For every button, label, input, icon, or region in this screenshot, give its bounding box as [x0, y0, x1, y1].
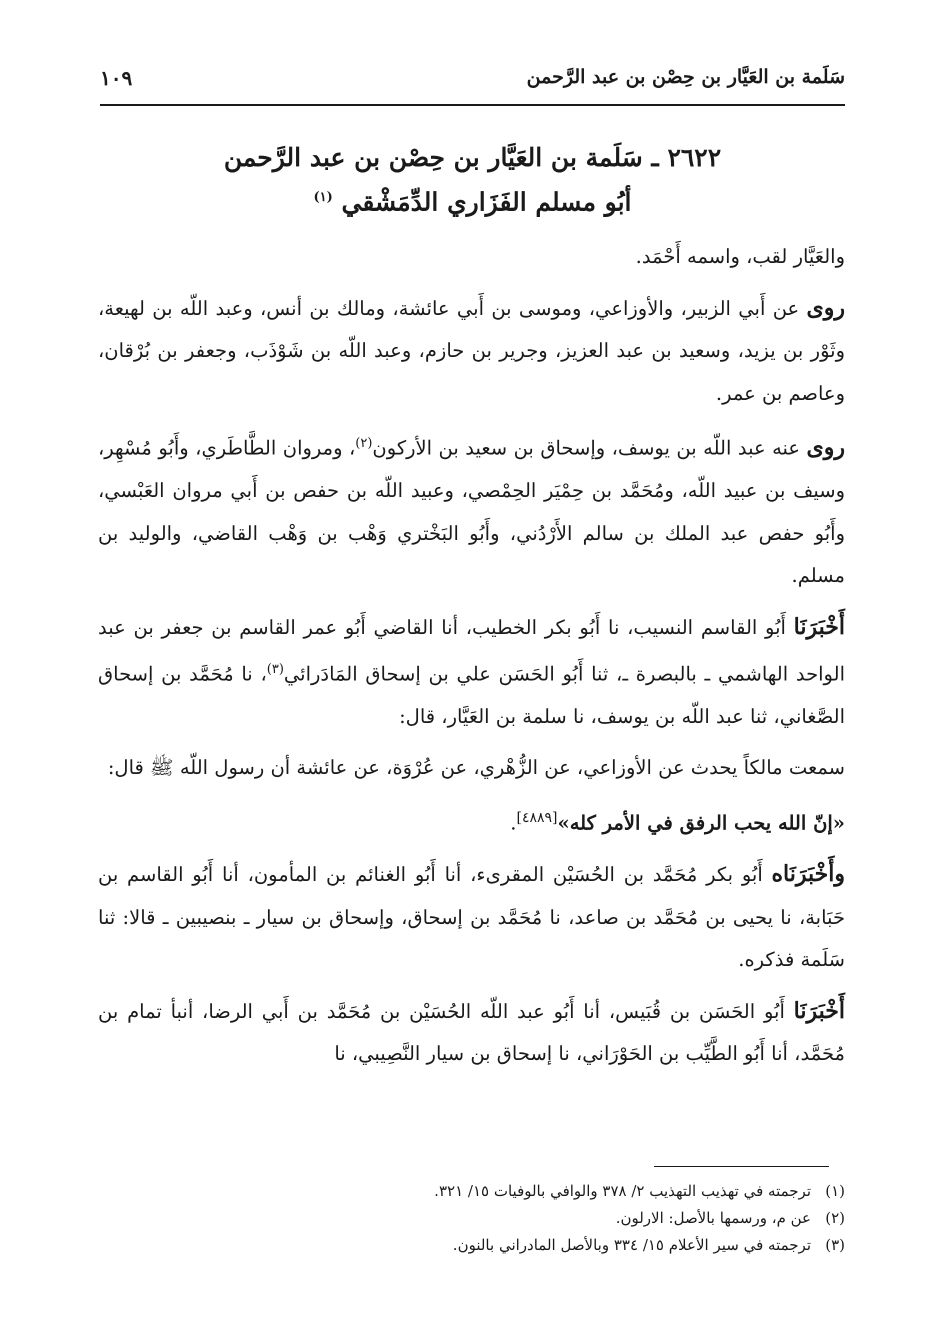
paragraph-3	[98, 423, 845, 598]
footnote-2	[98, 1205, 845, 1232]
paragraph-3-text-a: عنه عبد اللّه بن يوسف، وإسحاق بن سعيد بن الأركون	[372, 436, 807, 460]
footnote-rule	[654, 1166, 829, 1167]
keyword-rawa-anhu: روى	[806, 434, 845, 461]
paragraph-4-text-a: أَبُو القاسم النسيب، نا أَبُو بكر الخطيب، أنا القاضي أَبُو عمر القاسم بن جعفر بن عبد الواحد الهاشمي ـ بالبصرة ـ، ثنا أَبُو الحَسَن علي بن إسحاق المَادَرائي	[98, 615, 845, 686]
paragraph-1: والعَيَّار لقب، واسمه أَحْمَد.	[635, 245, 845, 268]
entry-heading	[100, 138, 845, 222]
footnote-3	[98, 1232, 845, 1259]
paragraph-7	[98, 853, 845, 982]
paragraph-8-text: أَبُو الحَسَن بن قُبَيس، أنا أَبُو عبد اللّه الحُسَيْن بن مُحَمَّد بن أَبي الرضا، أنبأ تمام بن مُحَمَّد، أنا أَبُو الطَّيِّب بن الحَوْرَاني، نا إسحاق بن سيار النَّصِيبي، نا	[98, 999, 845, 1065]
keyword-wa-akhbaranahu: وأَخْبَرَنَاه	[771, 861, 845, 887]
paragraph-7-text: أَبُو بكر مُحَمَّد بن الحُسَيْن المقرىء، أنا أَبُو الغنائم بن المأمون، أنا أَبُو القاسم بن حَبَابة، نا يحيى بن مُحَمَّد بن صاعد، نا مُحَمَّد بن إسحاق، وإسحاق بن سيار ـ بنصيبين ـ قالا: ثنا سَلَمة فذكره.	[98, 863, 845, 971]
paragraph-2	[98, 287, 845, 416]
running-title: سَلَمة بن العَيَّار بن حِصْن بن عبد الرَّحمن	[526, 66, 845, 88]
header-rule	[100, 104, 845, 106]
paragraph-4	[98, 606, 845, 739]
paragraph-2-text: عن أَبي الزبير، والأوزاعي، وموسى بن أَبي عائشة، ومالك بن أنس، وعبد اللّه بن لهيعة، وثَوْر بن يزيد، وسعيد بن عبد العزيز، وجرير بن حازم، وعبد اللّه بن شَوْذَب، وجعفر بن بُرْقان، وعاصم بن عمر.	[98, 296, 845, 405]
paragraph-3-text-b: ، ومروان الطَّاطَري، وأَبُو مُسْهِر، وسيف بن عبيد اللّه، ومُحَمَّد بن حِمْيَر الحِمْصي، وعبيد اللّه بن حفص بن أَبي مروان العَبْسي، وأَبُو حفص عبد الملك بن سالم الأَرْدُني، وأَبُو البَخْتري وَهْب بن وَهْب القاضي، والوليد بن مسلم.	[98, 436, 845, 587]
entry-heading-line1: ٢٦٢٢ ـ سَلَمة بن العَيَّار بن حِصْن بن عبد الرَّحمن	[223, 143, 722, 172]
footnote-text: ترجمته في سير الأعلام ١٥/ ٣٣٤ وبالأصل المادراني بالنون.	[452, 1236, 811, 1254]
hadith-text: «إنّ الله يحب الرفق في الأمر كله»	[557, 811, 845, 835]
keyword-akhbarana-2: أَخْبَرَنَا	[793, 997, 845, 1024]
footnote-ref-2: (٢)	[355, 436, 373, 451]
paragraph-8	[98, 990, 845, 1076]
paragraph-5: سمعت مالكاً يحدث عن الأوزاعي، عن الزُّهْري، عن عُرْوَة، عن عائشة أن رسول اللّه ﷺ قال:	[107, 755, 845, 779]
keyword-rawa: روى	[806, 294, 845, 321]
footnote-1	[98, 1178, 845, 1205]
entry-heading-line2	[100, 178, 845, 222]
running-header	[100, 66, 845, 98]
footnote-number: (٢)	[825, 1209, 845, 1227]
hadith-number: [٤٨٨٩]	[516, 810, 558, 826]
entry-heading-kunya: أبُو مسلم الفَزَاري الدِّمَشْقي	[341, 187, 632, 217]
footnote-text: عن م، ورسمها بالأصل: الارلون.	[615, 1209, 811, 1227]
hadith-end: .	[510, 811, 517, 835]
footnote-text: ترجمته في تهذيب التهذيب ٢/ ٣٧٨ والوافي بالوفيات ١٥/ ٣٢١.	[434, 1182, 811, 1200]
footnote-ref-1: (١)	[313, 190, 333, 205]
body-text	[98, 236, 845, 1084]
footnotes	[98, 1178, 845, 1259]
page-number: ١٠٩	[100, 66, 133, 90]
footnote-number: (٣)	[825, 1236, 845, 1254]
footnote-ref-3: (٣)	[266, 662, 284, 677]
paragraph-6-hadith	[98, 797, 845, 845]
paragraph-4-text-b: ، نا مُحَمَّد بن إسحاق الصَّغاني، ثنا عبد اللّه بن يوسف، نا سلمة بن العَيَّار، قال:	[98, 662, 845, 728]
keyword-akhbarana: أَخْبَرَنَا	[793, 613, 845, 640]
footnote-number: (١)	[825, 1182, 845, 1200]
